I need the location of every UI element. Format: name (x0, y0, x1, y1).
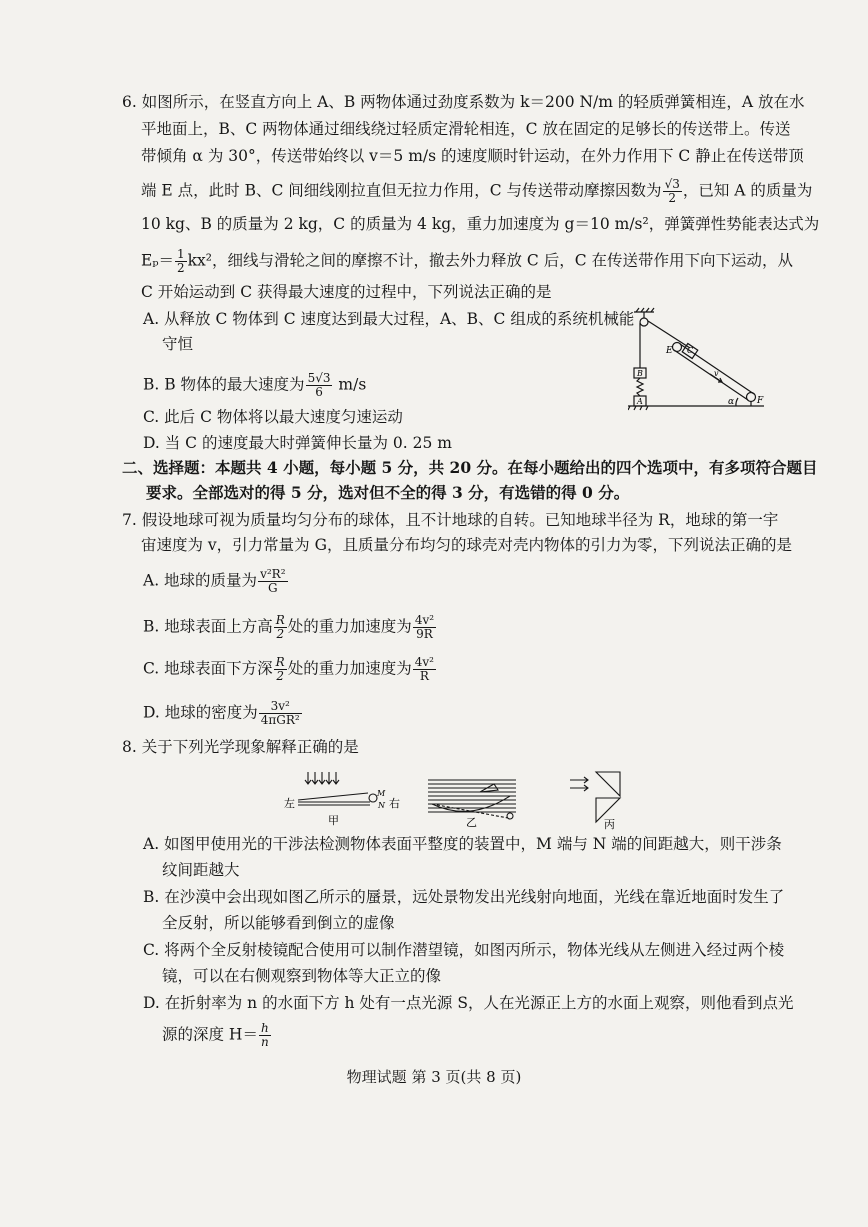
q8-option-b-line-2: 全反射，所以能够看到倒立的虚像 (162, 914, 395, 932)
q6-line-3: 带倾角 α 为 30°，传送带始终以 v＝5 m/s 的速度顺时针运动，在外力作用下 C 静止在传送带顶 (141, 147, 804, 165)
option-b-fraction: $\frac{5√3}{6}$ (307, 371, 331, 399)
q7-option-c-mid: 处的重力加速度为 (287, 659, 412, 678)
q7-d-fraction: $\frac{\text{3v²}}{\text{4πGR²}}$ (260, 699, 300, 727)
q6-line-6 (141, 248, 793, 275)
q6-line-6-text: kx²，细线与滑轮之间的摩擦不计，撤去外力释放 C 后，C 在传送带作用下向下运动，从 (187, 251, 794, 270)
q6-option-d: D. 当 C 的速度最大时弹簧伸长量为 0. 25 m (143, 434, 452, 452)
q6-line-5: 10 kg、B 的质量为 2 kg，C 的质量为 4 kg，重力加速度为 g＝10 m/s²，弹簧弹性势能表达式为 (141, 215, 820, 233)
label-yi: 乙 (466, 816, 477, 829)
q6-option-b (143, 372, 366, 399)
q7-option-c (143, 656, 437, 683)
q8-option-a-line-2: 纹间距越大 (162, 861, 240, 879)
q8-option-d-line-2 (162, 1022, 272, 1049)
label-left: 左 (284, 797, 295, 810)
label-bing: 丙 (604, 818, 615, 830)
label-c: C (687, 346, 694, 355)
q6-line-1: 6. 如图所示，在竖直方向上 A、B 两物体通过劲度系数为 k＝200 N/m 的轻质弹簧相连，A 放在水 (122, 93, 805, 111)
label-n: N (378, 801, 385, 810)
q6-line-7: C 开始运动到 C 获得最大速度的过程中，下列说法正确的是 (141, 283, 552, 301)
q7-a-fraction: $\frac{\text{v²R²}}{G}$ (260, 567, 286, 595)
q7-option-b-text: B. 地球表面上方高 (143, 617, 273, 636)
section-2-line-2: 要求。全部选对的得 5 分，选对但不全的得 3 分，有选错的得 0 分。 (146, 483, 630, 502)
label-jia: 甲 (328, 814, 339, 827)
label-v: v (714, 369, 719, 378)
q8-option-c-line-2: 镜，可以在右侧观察到物体等大正立的像 (162, 967, 442, 985)
q6-line-4-text: 端 E 点，此时 B、C 间细线刚拉直但无拉力作用，C 与传送带动摩擦因数为 (141, 181, 662, 200)
q8-option-a-line-1: A. 如图甲使用光的干涉法检测物体表面平整度的装置中，M 端与 N 端的间距越大，则干涉条 (143, 835, 782, 853)
label-right: 右 (389, 797, 400, 810)
half-fraction: $\frac{1}{2}$ (177, 247, 185, 275)
q7-option-b-mid: 处的重力加速度为 (287, 617, 412, 636)
section-2-line-1: 二、选择题：本题共 4 小题，每小题 5 分，共 20 分。在每小题给出的四个选项中，有多项符合题目 (122, 458, 818, 477)
q8-option-c-line-1: C. 将两个全反射棱镜配合使用可以制作潜望镜，如图丙所示，物体光线从左侧进入经过两个棱 (143, 941, 785, 959)
q7-option-a (143, 568, 289, 595)
q7-c-fraction-1: $\frac{R}{2}$ (275, 655, 285, 683)
q7-option-d (143, 700, 303, 727)
friction-fraction: $\frac{√3}{2}$ (664, 177, 680, 205)
q7-option-b (143, 614, 437, 641)
q6-line-6-head: Eₚ＝ (141, 251, 175, 270)
q6-option-a-line-2: 守恒 (162, 335, 194, 353)
q7-option-d-text: D. 地球的密度为 (143, 703, 258, 722)
label-e: E (666, 346, 673, 356)
q7-line-1: 7. 假设地球可视为质量均匀分布的球体，且不计地球的自转。已知地球半径为 R，地球的第一宇 (122, 511, 779, 529)
optics-figures (280, 766, 640, 830)
q8-d-fraction: $\frac{h}{n}$ (260, 1021, 269, 1049)
label-f: F (757, 396, 764, 406)
q7-b-fraction-1: $\frac{R}{2}$ (275, 613, 285, 641)
q7-line-2: 宙速度为 v，引力常量为 G，且质量分布均匀的球壳对壳内物体的引力为零，下列说法正确的是 (141, 536, 792, 554)
q7-c-fraction-2: $\frac{\text{4v²}}{R}$ (414, 655, 434, 683)
q8-option-b-line-1: B. 在沙漠中会出现如图乙所示的蜃景，远处景物发出光线射向地面，光线在靠近地面时发生了 (143, 888, 785, 906)
q8-line-1: 8. 关于下列光学现象解释正确的是 (122, 738, 359, 756)
q7-b-fraction-2: $\frac{\text{4v²}}{9R}$ (414, 613, 435, 641)
q7-option-c-text: C. 地球表面下方深 (143, 659, 273, 678)
page-footer: 物理试题 第 3 页(共 8 页) (346, 1068, 522, 1086)
q6-line-2: 平地面上，B、C 两物体通过细线绕过轻质定滑轮相连，C 放在固定的足够长的传送带上。传送 (141, 120, 791, 138)
q6-option-b-unit: m/s (333, 375, 367, 394)
q8-option-d-line-1: D. 在折射率为 n 的水面下方 h 处有一点光源 S，人在光源正上方的水面上观察，则他看到点光 (143, 994, 794, 1012)
label-m: M (377, 789, 386, 798)
label-b: B (637, 369, 643, 378)
q6-option-b-text: B. B 物体的最大速度为 (143, 375, 305, 394)
conveyor-figure (628, 306, 768, 412)
q7-option-a-text: A. 地球的质量为 (143, 571, 258, 590)
label-alpha: α (728, 397, 735, 407)
label-a: A (637, 397, 643, 406)
q8-option-d-text: 源的深度 H＝ (162, 1025, 258, 1044)
q6-line-4 (141, 178, 812, 205)
q6-option-c: C. 此后 C 物体将以最大速度匀速运动 (143, 408, 403, 426)
q6-option-a-line-1: A. 从释放 C 物体到 C 速度达到最大过程，A、B、C 组成的系统机械能 (143, 310, 635, 328)
q6-line-4-tail: ，已知 A 的质量为 (682, 181, 813, 200)
